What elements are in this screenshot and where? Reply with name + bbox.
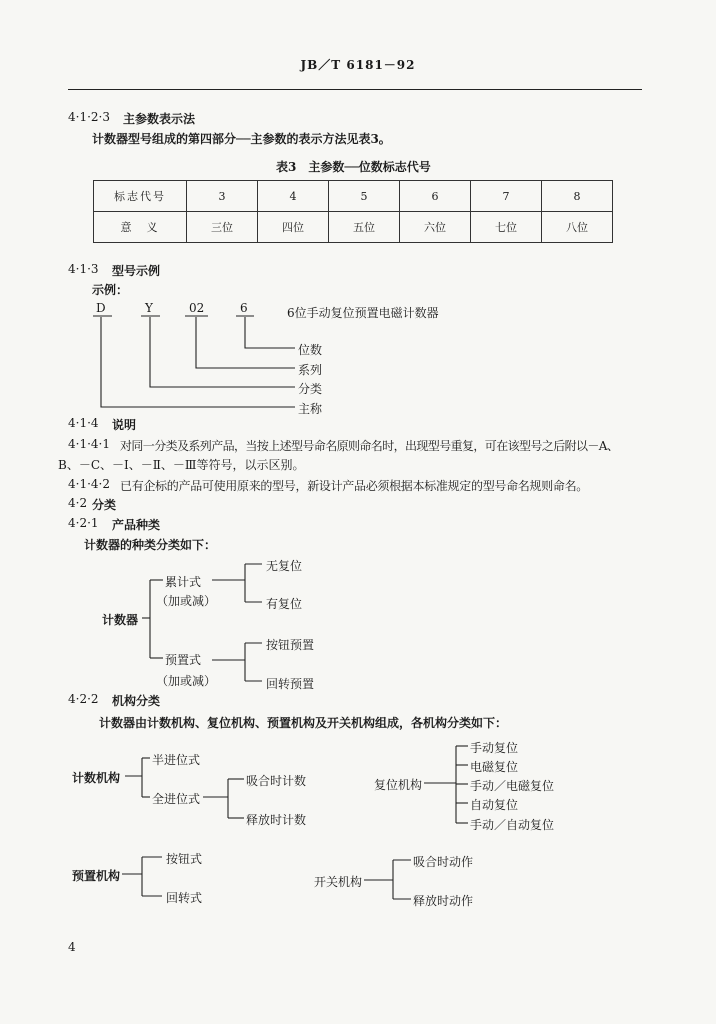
model-part-class: Y — [145, 301, 153, 315]
section-4141-line2: B、－C、－Ⅰ、－Ⅱ、－Ⅲ等符号，以示区别。 — [58, 458, 305, 472]
model-label-main: 主称 — [298, 402, 323, 416]
section-421-number: 4·2·1 — [68, 516, 99, 530]
table3-cell: 8 — [542, 181, 613, 212]
tree1-branch-cumulative-sub: （加或减） — [156, 594, 217, 608]
table3-cell: 五位 — [329, 212, 400, 243]
section-4141-line1: 对同一分类及系列产品，当按上述型号命名原则命名时，出现型号重复，可在该型号之后附以－A、 — [120, 439, 619, 453]
table3-cell: 八位 — [542, 212, 613, 243]
tree-preset-leaf: 按钮式 — [166, 852, 203, 866]
tree1-branch-preset: 预置式 — [165, 653, 202, 667]
section-42-number: 4·2 — [68, 496, 88, 510]
model-label-class: 分类 — [298, 382, 323, 396]
table3-caption: 表3 主参数──位数标志代号 — [276, 160, 431, 174]
connector-digits — [245, 317, 295, 348]
section-414-number: 4·1·4 — [68, 416, 99, 430]
table3-row-meanings — [94, 212, 613, 243]
section-422-number: 4·2·2 — [68, 692, 99, 706]
tree1-leaf: 无复位 — [266, 559, 303, 573]
connector-main — [101, 317, 295, 407]
tree-switch-leaf: 释放时动作 — [413, 894, 474, 908]
tree-preset-leaf: 回转式 — [166, 891, 203, 905]
table3-row1-header: 标志代号 — [94, 181, 187, 212]
table3-row2-header: 意 义 — [94, 212, 187, 243]
table3-cell: 4 — [258, 181, 329, 212]
model-label-series: 系列 — [298, 363, 323, 377]
table3 — [93, 180, 613, 243]
section-4123-title: 主参数表示法 — [123, 112, 196, 126]
tree-count-branch-full: 全进位式 — [152, 792, 201, 806]
model-description: 6位手动复位预置电磁计数器 — [287, 306, 439, 320]
tree1-leaf: 有复位 — [266, 597, 303, 611]
table3-cell: 三位 — [187, 212, 258, 243]
section-413-title: 型号示例 — [112, 264, 161, 278]
document-code: JB／T 6181－92 — [300, 58, 416, 72]
tree-reset-leaf: 手动／电磁复位 — [470, 779, 555, 793]
tree-count-leaf: 释放时计数 — [246, 813, 307, 827]
section-4142-text: 已有企标的产品可使用原来的型号，新设计产品必须根据本标准规定的型号命名规则命名。 — [120, 479, 589, 493]
header-rule — [68, 89, 642, 90]
section-42-title: 分类 — [92, 498, 117, 512]
model-part-series: 02 — [189, 301, 205, 315]
page-number: 4 — [68, 940, 76, 954]
tree-reset-leaf: 手动／自动复位 — [470, 818, 555, 832]
section-421-title: 产品种类 — [112, 518, 161, 532]
table3-cell: 六位 — [400, 212, 471, 243]
tree-preset-root: 预置机构 — [72, 869, 121, 883]
tree-reset-leaf: 电磁复位 — [470, 760, 519, 774]
section-4123-text: 计数器型号组成的第四部分──主参数的表示方法见表3。 — [92, 132, 391, 146]
tree-count-leaf: 吸合时计数 — [246, 774, 307, 788]
tree1-root: 计数器 — [102, 613, 139, 627]
section-4123-number: 4·1·2·3 — [68, 110, 110, 124]
tree-reset-root: 复位机构 — [374, 778, 423, 792]
table3-cell: 6 — [400, 181, 471, 212]
tree-switch-root: 开关机构 — [314, 875, 363, 889]
section-422-title: 机构分类 — [112, 694, 161, 708]
model-label-digits: 位数 — [298, 343, 323, 357]
table3-cell: 3 — [187, 181, 258, 212]
section-413-number: 4·1·3 — [68, 262, 99, 276]
tree-switch-leaf: 吸合时动作 — [413, 855, 474, 869]
table3-cell: 七位 — [471, 212, 542, 243]
section-422-intro: 计数器由计数机构、复位机构、预置机构及开关机构组成，各机构分类如下： — [99, 716, 508, 730]
tree-count-branch-half: 半进位式 — [152, 753, 201, 767]
tree1-leaf: 回转预置 — [266, 677, 315, 691]
tree-reset-leaf: 手动复位 — [470, 741, 519, 755]
tree1-branch-preset-sub: （加或减） — [156, 674, 217, 688]
connector-class — [150, 317, 295, 387]
table3-row-codes — [94, 181, 613, 212]
table3-cell: 7 — [471, 181, 542, 212]
section-414-title: 说明 — [112, 418, 137, 432]
tree-reset-leaf: 自动复位 — [470, 798, 519, 812]
section-421-intro: 计数器的种类分类如下： — [84, 538, 217, 552]
section-4141-number: 4·1·4·1 — [68, 437, 110, 451]
table3-cell: 5 — [329, 181, 400, 212]
tree1-branch-cumulative: 累计式 — [165, 575, 202, 589]
table3-cell: 四位 — [258, 212, 329, 243]
model-part-main: D — [96, 301, 106, 315]
tree1-leaf: 按钮预置 — [266, 638, 315, 652]
tree-count-root: 计数机构 — [72, 771, 121, 785]
section-4142-number: 4·1·4·2 — [68, 477, 110, 491]
example-label: 示例： — [92, 283, 129, 297]
model-part-digits: 6 — [240, 301, 248, 315]
